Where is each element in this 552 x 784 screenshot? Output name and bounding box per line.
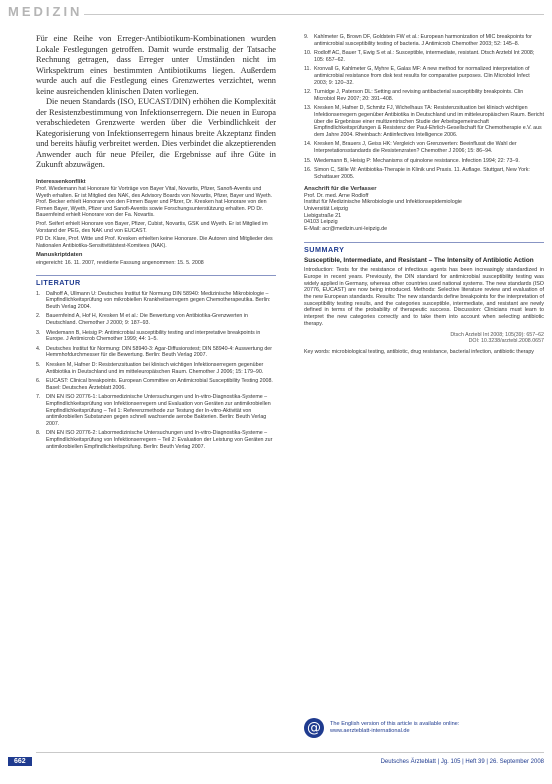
- reference-item: 3. Wiedemann B, Heisig P: Antimicrobial susceptibility testing and interpretative breakpoints in Europe. J Antimicrob Chemother 1999; 44: 1–5.: [36, 329, 261, 343]
- reference-item: 4. Deutsches Institut für Normung: DIN 58940-3: Agar-Diffusionstest; DIN 58940-4: Auswertung der Hemmhofdurchmesser für die Bewertung. Berlin: Beuth Verlag 2007.: [36, 345, 273, 359]
- address-line: Prof. Dr. med. Arne Rodloff: [304, 192, 369, 199]
- email-link[interactable]: E-Mail: acr@medizin.uni-leipzig.de: [304, 225, 388, 232]
- reference-item: 9. Kahlmeter G, Brown DF, Goldstein FW et al.: European harmonization of MIC breakpoints for antimicrobial susceptibility testing of bacteria. J Antimicrob Chemother 2003; 52: 145–8.: [304, 34, 532, 47]
- address-line: Universität Leipzig: [304, 206, 349, 213]
- author-address: [304, 186, 544, 232]
- body-paragraph: Für eine Reihe von Erreger-Antibiotikum-Kombinationen wurden Lokale Festlegungen getroffen. Damit wurde erstmalig der Tatsache Rechnung getragen, dass Erreger unter Umständen nicht im Wirkspektrum eines bestimmten Antibiotikums liegen. Außerdem wurde auch auf die Festlegung eines Grenzwertes verzichtet, wenn keine ausreichenden klinischen Daten vorliegen.: [36, 34, 276, 96]
- address-line: 04103 Leipzig: [304, 219, 338, 226]
- reference-item: 8. DIN EN ISO 20776-2: Labormedizinische Untersuchungen und In-vitro-Diagnostika-Systeme – Empfindlichkeitsprüfung von Infektionserregern – Teil 2: Evaluation der Leistung von Geräten zur antimikrobiellen Empfindlichkeitsprüfung. Berlin: Beuth Verlag 2007.: [36, 430, 273, 450]
- page-number: 662: [8, 757, 32, 766]
- manuscript-title: Manuskriptdaten: [36, 252, 83, 259]
- conflict-title: Interessenkonflikt: [36, 178, 86, 185]
- reference-item: 2. Bauernfeind A, Hof H, Kresken M et al.: Die Bewertung von Antibiotika-Grenzwerten in Deutschland. Chemother J 2000; 9: 187–93.: [36, 313, 248, 326]
- reference-list-continued: [304, 34, 544, 180]
- manuscript-dates: eingereicht: 16. 11. 2007, revidierte Fassung angenommen: 15. 5. 2008: [36, 260, 204, 267]
- conflict-text: Prof. Seifert erhielt Honorare von Bayer, Pfizer, Cubist, Novartis, GSK und Wyeth. Er ist Mitglied im Vorstand der PEG, des NAK und von EUCAST.: [36, 221, 268, 234]
- left-column: [36, 34, 276, 453]
- english-note-link[interactable]: www.aerzteblatt-international.de: [330, 728, 410, 734]
- reference-item: 7. DIN EN ISO 20776-1: Labormedizinische Untersuchungen und In-vitro-Diagnostika-Systeme – Empfindlichkeitsprüfung von Infektionserregern und Evaluation von Geräten zur antimikrobiellen Empfindlichkeitsprüfung – Teil 1: Referenzmethode zur Testung der In-vitro-Aktivität von antimikrobiellen Substanzen gegen schnell wachsende aerobe Bakterien. Berlin: Beuth Verlag 2007.: [36, 394, 271, 427]
- literature-heading: LITERATUR: [36, 275, 276, 287]
- summary-text: Introduction: Tests for the resistance of infectious agents has been increasingly standardized in Europe in recent years. Previously, the DIN standard for antimicrobial susceptibility testing was widely applied in Germany, whereas other countries used national systems. The new standards (ISO 20776, EUCAST) are now being introduced. Methods: Selective literature review and evaluation of the new European standards. Results: The new standards define breakpoints for the interpretation of susceptibility testing results, and the categories susceptible, intermediate, and resistant are newly defined in terms of the probability of therapeutic success. Discussion: Clinicians must learn to interpret the new categories correctly and to take them into account when selecting antibiotic therapy.: [304, 267, 544, 327]
- journal-reference: Deutsches Ärzteblatt | Jg. 105 | Heft 39 | 26. September 2008: [380, 759, 544, 765]
- section-header: MEDIZIN: [8, 4, 83, 19]
- english-note-text: The English version of this article is available online:: [330, 721, 460, 727]
- conflict-text: Prof. Wiedemann hat Honorare für Vorträge von Bayer Vital, Novartis, Pfizer, Sanofi-Aventis und Wyeth erhalten. Er ist Mitglied des NAK, des Advisory Boards von Novartis, Pfizer, Bayer und Wyeth. Prof. Becker erhielt Honorare von den Firmen Bayer und Pfizer, Dr. Kresken hat Honorare von den Firmen Bayer, Wyeth, Pfizer und Sanofi-Aventis sowie Forschungsunterstützung erhalten. PD Dr. Bauernfeind erhielt Honorare von der Fa. Novartis.: [36, 186, 273, 219]
- footer-rule: [36, 752, 544, 753]
- reference-item: 14. Kresken M, Brauers J, Geiss HK: Vergleich von Grenzwerten: Beeinflusst die Wahl der Interpretationsstandards die Resistenzraten? Chemother J 2006; 15: 86–94.: [304, 141, 517, 154]
- reference-item: 11. Kronvall G, Kahlmeter G, Myhre E, Galas MF: A new method for normalized interpretation of antimicrobial resistance from disk test results for comparative purposes. Clin Microbiol Infect 2003; 9: 120–32.: [304, 66, 530, 86]
- info-box: [36, 179, 276, 267]
- citation: Dtsch Arztebl Int 2008; 105(39): 657–62 DOI: 10.3238/arztebl.2008.0657: [450, 331, 544, 345]
- reference-item: 10. Rodloff AC, Bauer T, Ewig S et al.: Susceptible, intermediate, resistant. Dtsch Arztebl Int 2008; 105: 657–62.: [304, 50, 535, 63]
- reference-item: 13. Kresken M, Hafner D, Schmitz FJ, Wichelhaus TA: Resistenzsituation bei klinisch wichtigen Infektionserregern gegenüber Antibiotika in Deutschland und im mitteleuropäischen Raum. Bericht über die Ergebnisse einer multizentrischen Studie der Arbeitsgemeinschaft Empfindlichkeitsprüfungen & Resistenz der Paul-Ehrlich-Gesellschaft für Chemotherapie e.V. aus dem Jahre 2004. Rheinbach: Antiinfectives Intelligence 2006.: [304, 105, 544, 138]
- address-line: Liebigstraße 21: [304, 212, 342, 219]
- reference-item: 16. Simon C, Stille W: Antibiotika-Therapie in Klinik und Praxis. 11. Auflage. Stuttgart, New York: Schattauer 2005.: [304, 167, 530, 180]
- address-line: Institut für Medizinische Mikrobiologie und Infektionsepidemiologie: [304, 199, 462, 206]
- summary-title: Susceptible, Intermediate, and Resistant – The Intensity of Antibiotic Action: [304, 257, 534, 265]
- reference-item: 15. Wiedemann B, Heisig P: Mechanisms of quinolone resistance. Infection 1994; 22: 73–9.: [304, 157, 520, 164]
- address-title: Anschrift für die Verfasser: [304, 186, 377, 193]
- at-icon: @: [304, 718, 324, 738]
- summary-heading: SUMMARY: [304, 242, 544, 254]
- conflict-text: PD Dr. Klare, Prof. Witte und Prof. Kresken erhielten keine Honorare. Die Autoren sind Mitglieder des Nationalen Antibiotika-Sensitivitätstest-Komitees (NAK).: [36, 236, 273, 249]
- header-rule: [84, 14, 544, 15]
- reference-item: 6. EUCAST: Clinical breakpoints. European Committee on Antimicrobial Susceptibility Testing 2008. Basel: Deutsches Ärzteblatt 2006.: [36, 378, 273, 391]
- keywords: Key words: microbiological testing, antibiotic, drug resistance, bacterial infection, antibiotic therapy: [304, 348, 534, 355]
- right-column: [304, 34, 544, 355]
- reference-list: [36, 291, 276, 450]
- body-paragraph: Die neuen Standards (ISO, EUCAST/DIN) erhöhen die Komplexität der Resistenzbestimmung von Infektionserregern. Die neuen in Europa verabschiedeten Grenzwerte werden über die Verbindlichkeit der Kategorisierung von Infektionserregern hinaus breite Akzeptanz finden und bereits häufig verbreitet werden. Dies verbindet die akzeptierenden Anwender auch für neue Pfeiler, die Ergebnisse auf ihre Güte in Zukunft abzuwägen.: [36, 97, 276, 169]
- reference-item: 1. Dalhoff A, Ullmann U: Deutsches Institut für Normung DIN 58940: Medizinische Mikrobiologie – Empfindlichkeitsprüfung von mikrobiellen Krankheitserregern gegen Chemotherapeutika. Berlin: Beuth Verlag 2004.: [36, 290, 271, 310]
- reference-item: 5. Kresken M, Hafner D: Resistenzsituation bei klinisch wichtigen Infektionserregern gegenüber Antibiotika in Deutschland und im mitteleuropäischen Raum. Chemother J 2006; 15: 179–90.: [36, 361, 264, 375]
- english-version-note: [304, 718, 544, 740]
- reference-item: 12. Turnidge J, Paterson DL: Setting and revising antibacterial susceptibility breakpoints. Clin Microbiol Rev 2007; 20: 391–408.: [304, 89, 524, 102]
